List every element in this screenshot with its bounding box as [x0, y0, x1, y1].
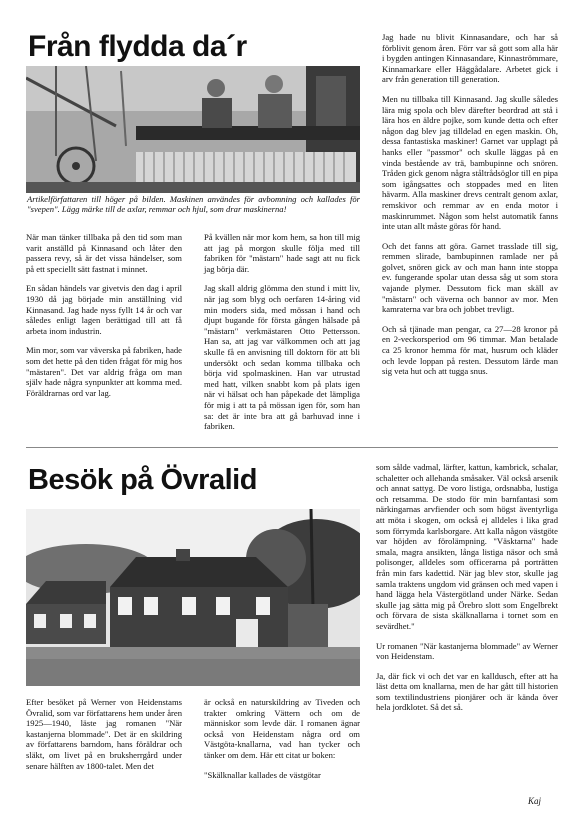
- article1-column-2: [204, 232, 360, 441]
- paragraph: När man tänker tillbaka på den tid som man varit anställd på Kinnasand och låter den passera revy, så är det vissa händelser, som på ett speciellt sätt fastnat i minnet.: [26, 232, 182, 274]
- loom-photo: [26, 66, 360, 193]
- article2-column-2: [204, 697, 360, 789]
- paragraph: Min mor, som var väverska på fabriken, hade som det hette på den tiden frågat för mig hos "mästaren". Det var aldrig fråga om man själv hade några synpunkter att komma med. Föräldrarnas ord var lag.: [26, 345, 182, 398]
- paragraph: Ja, där fick vi och det var en kalldusch, efter att ha läst detta om knallarna, men de har gått till historien som textilindustriens pionjärer och är kända över hela jordklotet. Så det så.: [376, 670, 558, 713]
- article2-title: Besök på Övralid: [28, 464, 257, 496]
- paragraph: På kvällen när mor kom hem, sa hon till mig att jag på morgon skulle följa med till fabriken för "mästarn" hade sagt att nu fick jag börja där.: [204, 232, 360, 274]
- paragraph: är också en naturskildring av Tiveden och trakter omkring Vättern och om de människor som levde där. I romanen ägnar också von Heidenstam några ord om Västgöta-knallarna, vad han tycker och tänker om dem. Här ett citat ur boken:: [204, 697, 360, 760]
- paragraph: Ur romanen "När kastanjerna blommade" av Werner von Heidenstam.: [376, 640, 558, 662]
- paragraph: Men nu tillbaka till Kinnasand. Jag skulle således lära mig spola och blev därefter beordrad att stå i lära hos en äldre pojke, som kunde detta och efter någon dag blev jag tilldelad en egen maskin. Oh, dessa fantastiska maskiner! Garnet var upplagt på hanks eller "passmor" och skulle läggas på en vinda bestående av trä, bambupinne och snören. Tråden gick genom några ståltrådsöglor till en pipa som igångsattes och stoppades med en liten hävarm. Alla maskiner drevs centralt genom axlar, remskivor och remmar av en enda motor i maskinrummet. Någon som helst automatik fanns inte utan allt måste göras för hand.: [382, 93, 558, 232]
- house-photo-graphic: [26, 509, 360, 686]
- paragraph: Och det fanns att göra. Garnet trasslade till sig, remmen slirade, bambupinnen ramlade ner på golvet, snören gick av och man hann inte stoppa ev. fungerande spolar utan dessa såg ut som stora vajande plymer. Dessutom fick man skäll av "mästarn" och väverna och bannor av mor. Men kamraterna var bra och jobbet trevligt.: [382, 240, 558, 315]
- paragraph: Efter besöket på Werner von Heidenstams Övralid, som var författarens hem under åren 1925—1940, läste jag romanen "När kastanjerna blommade". Det är en skildring av författarens barndom, hans föräldrar och släkt, om livet på en bruksherrgård under senare hälften av 1800-talet. Men det: [26, 697, 182, 771]
- loom-photo-graphic: [26, 66, 360, 193]
- article2-column-3: [376, 462, 558, 722]
- ovralid-photo: [26, 509, 360, 686]
- article2-column-1: [26, 697, 182, 780]
- paragraph: Jag skall aldrig glömma den stund i mitt liv, när jag som blyg och oerfaren 14-åring vid min moders sida, med mössan i hand och djupt bugande för första gången hälsade på "mästarn" verkmästaren Otto Pettersson. Han sa, att jag var välkommen och att jag skulle få en anvisning till doktorn för att bli undersökt och sedan komma tillbaka och börja vid spolmaskinen. Han var utrustad med hatt, vilken snabbt kom på plats igen när vi hälsat och han påpekade det lämpliga för mig i att ta på mössan igen för, som han sa: det är inte bra att gå barhuvad inne i fabriken.: [204, 283, 360, 432]
- paragraph: Jag hade nu blivit Kinnasandare, och har så förblivit genom åren. Förr var så gott som alla här i bygden antingen Kinnasandare, Kinnaströmmare, Kinnamarkare eller Häggådalare. Arbetet gick i arv från generation till generation.: [382, 32, 558, 85]
- photo-caption: Artikelförfattaren till höger på bilden. Maskinen användes för avbomning och kallades för "svepen". Lägg märke till de axlar, remmar och hjul, som drar maskinerna!: [27, 194, 360, 215]
- paragraph: En sådan händels var givetvis den dag i april 1930 då jag började min anställning vid Kinnasand. Jag hade nyss fyllt 14 år och var således enligt lagen berättigad till att få arbeta inom industrin.: [26, 283, 182, 336]
- paragraph: som sålde vadmal, lärfter, kattun, kambrick, schalar, schaletter och allehanda småsaker. Väl också arsenik och annat sattyg. De voro listiga, ordsnabba, lustiga och retsamma. De stodo för min barnfantasi som närkingarnas arvfiender och som högst äventyrliga att möta i skogen, om också ej alldeles i lika grad som förrymda karlsborgare. Att kalla någon västgöte var höjden av förolämpning. "Väsktarna" hade smala, magra ansikten, långa listiga näsor och små polisonger, alldeles som officerarna på porträtten från min fars kadettid. När jag blev stor, skulle jag samla traktens ungdom vid gränsen och med vapen i hand lägga hela Västergötland under Närke. Sedan skulle jag sätta mig på Örebro slott som Engelbrekt och förvara de sista skälknallarna i tornet som en sevärdhet.": [376, 462, 558, 631]
- article1-column-3: [382, 32, 558, 386]
- paragraph: "Skälknallar kallades de västgötar: [204, 769, 321, 780]
- article1-title: Från flydda da´r: [28, 30, 247, 63]
- author-signature: Kaj: [528, 796, 542, 806]
- paragraph: Och så tjänade man pengar, ca 27—28 kronor på en 2-veckorsperiod om 96 timmar. Man betalade ca 25 kronor hemma för mat, husrum och kläder och levde loppan på resten. Dessutom lärde man sig veta hut och att tugga snus.: [382, 323, 558, 377]
- article1-column-1: [26, 232, 182, 407]
- article-divider: [26, 447, 558, 448]
